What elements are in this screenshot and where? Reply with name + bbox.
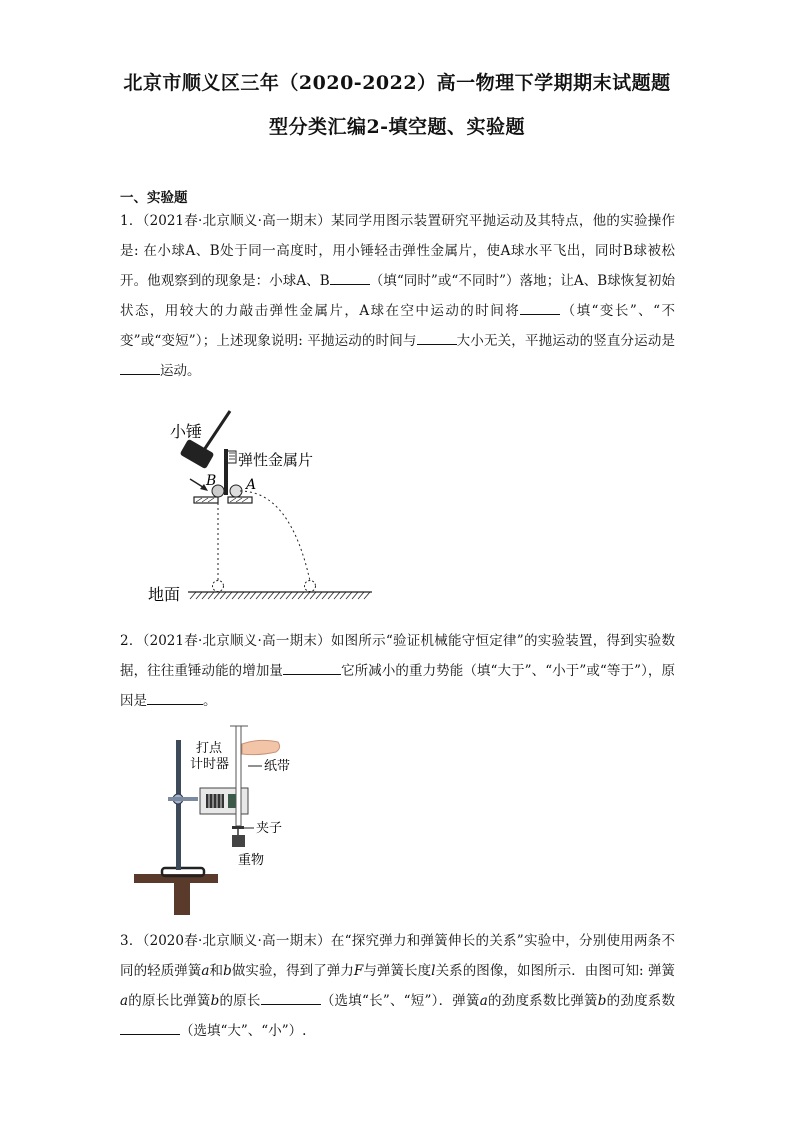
q3-var-b-3: b — [597, 993, 607, 1009]
q1-text-4: 大小无关，平抛运动的竖直分运动是 — [456, 333, 675, 349]
ball-b-landing — [213, 581, 224, 592]
tape-label: 纸带 — [264, 759, 291, 774]
q1-blank-1[interactable] — [330, 270, 370, 285]
q2-text-3: 。 — [203, 693, 217, 709]
timer-label-2: 计时器 — [190, 757, 230, 772]
q3-text-2: 和 — [209, 963, 224, 979]
q1-text-2: （填“同时”或“不同时”）落地；让A、B球恢复初始状态，用较大的力敲击弹性金属片，A球在空中运动的时间将 — [120, 273, 675, 319]
q3-text-head: 3．（2020春·北京顺义·高一期末）在“探究弹力和弹簧伸长的关系”实验中，分别使用两条不同的轻质弹簧 — [120, 933, 675, 979]
clip-label: 夹子 — [256, 821, 283, 836]
q3-text-10: 的劲度系数 — [606, 993, 676, 1009]
energy-conservation-apparatus-figure — [130, 722, 310, 917]
q1-text-5: 运动。 — [160, 363, 201, 379]
ball-a-label: A — [246, 477, 257, 493]
weight-block — [232, 835, 245, 847]
elastic-plate — [224, 449, 228, 495]
q3-var-l: l — [431, 963, 436, 979]
q2-text-head: 2．（2021春·北京顺义·高一期末）如图所示“验证机械能守恒定律”的实验装置，得到实验数据，往往重锤动能的增加量 — [120, 633, 675, 679]
plate-label: 弹性金属片 — [238, 451, 314, 469]
clip — [232, 826, 244, 829]
projectile-apparatus-figure — [140, 405, 380, 605]
q3-text-4: 与弹簧长度 — [363, 963, 432, 979]
table-leg — [174, 883, 190, 915]
q1-blank-2[interactable] — [520, 300, 560, 315]
q3-text-11: （选填“大”、“小”）. — [180, 1023, 307, 1039]
ground-label: 地面 — [148, 585, 181, 604]
q3-var-F: F — [353, 963, 364, 979]
hand-icon — [242, 740, 280, 754]
clamp-arm — [168, 797, 198, 801]
title-line-2: 型分类汇编2-填空题、实验题 — [268, 116, 526, 138]
ball-b-label: B — [206, 473, 217, 489]
q3-var-a-3: a — [479, 993, 488, 1009]
q2-text-2: 它所减小的重力势能（填“大于”、“小于”或“等于”），原因是 — [120, 663, 675, 709]
q3-blank-2[interactable] — [120, 1020, 180, 1035]
stand-base — [162, 868, 204, 876]
q3-var-b: b — [223, 963, 232, 979]
hammer-label: 小锤 — [170, 422, 203, 441]
q3-text-5: 关系的图像，如图所示．由图可知: 弹簧 — [435, 963, 676, 979]
q2-blank-2[interactable] — [147, 690, 203, 705]
q3-text-7: 的原长 — [219, 993, 261, 1009]
q3-var-a: a — [201, 963, 210, 979]
q3-var-a-2: a — [120, 993, 129, 1009]
q3-var-b-2: b — [210, 993, 220, 1009]
question-2 — [120, 626, 675, 716]
ground-hatch — [190, 592, 370, 599]
ball-a-landing — [305, 581, 316, 592]
q1-text-3: （填“变长”、“不变”或“变短”）；上述现象说明: 平抛运动的时间与 — [120, 303, 675, 349]
q3-blank-1[interactable] — [261, 990, 321, 1005]
q3-text-9: 的劲度系数比弹簧 — [487, 993, 598, 1009]
q1-text-head: 1．（2021春·北京顺义·高一期末）某同学用图示装置研究平抛运动及其特点，他的实验操作是: 在小球A、B处于同一高度时，用小锤轻击弹性金属片，使A球水平飞出，同时B球被松开。他观察到的现象是：小球A、B — [120, 213, 675, 289]
timer-label-1: 打点 — [196, 741, 223, 756]
title-line-1: 北京市顺义区三年（2020-2022）高一物理下学期期末试题题 — [123, 72, 671, 94]
q1-blank-3[interactable] — [417, 330, 457, 345]
question-1 — [120, 206, 675, 386]
weight-label: 重物 — [238, 853, 265, 868]
stand-pole — [176, 740, 181, 870]
question-3 — [120, 926, 675, 1046]
platform-left — [194, 497, 218, 503]
paper-tape — [236, 726, 241, 826]
parabolic-trajectory — [240, 491, 310, 581]
platform-right — [228, 497, 252, 503]
hammer-handle — [202, 411, 230, 453]
q2-blank-1[interactable] — [283, 660, 341, 675]
q1-blank-4[interactable] — [120, 360, 160, 375]
q3-text-3: 做实验，得到了弹力 — [231, 963, 354, 979]
q3-text-8: （选填“长”、“短”）．弹簧 — [320, 993, 480, 1009]
section-heading: 一、实验题 — [120, 190, 188, 206]
q3-text-6: 的原长比弹簧 — [128, 993, 211, 1009]
